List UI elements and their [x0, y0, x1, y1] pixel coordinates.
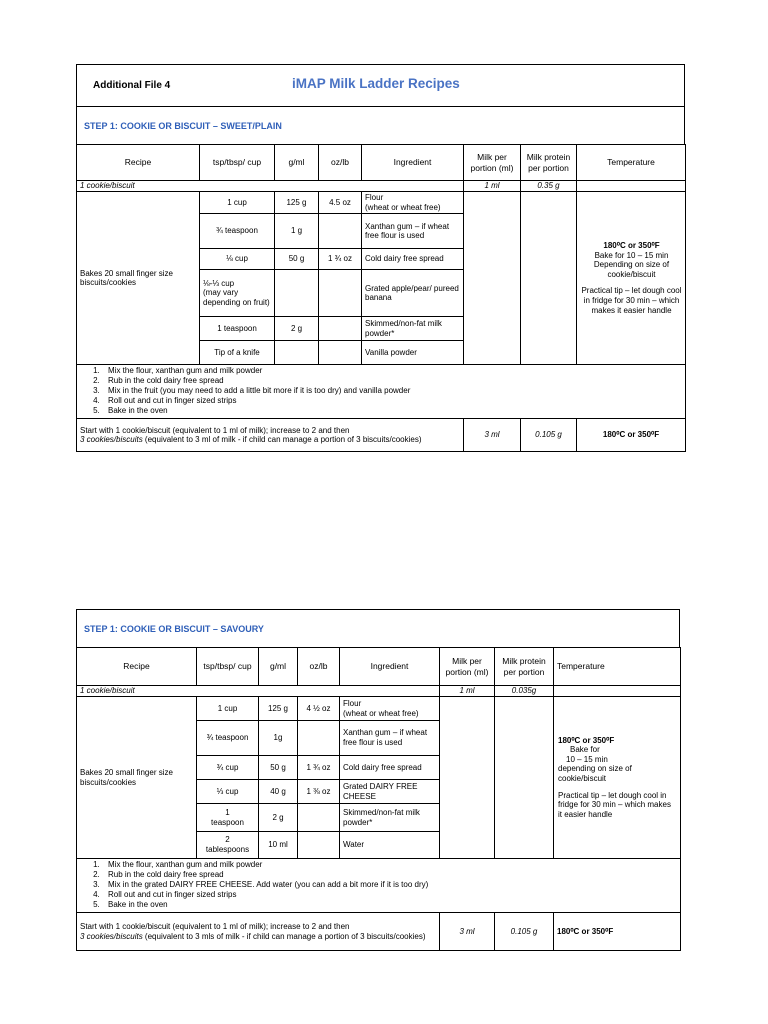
recipe-description: Bakes 20 small finger size biscuits/cookies [77, 192, 200, 365]
portion-label: 1 cookie/biscuit [77, 181, 464, 192]
list-item: 4. Roll out and cut in finger sized strips [102, 396, 682, 406]
list-item: 3. Mix in the fruit (you may need to add a little bit more if it is too dry) and vanilla powder [102, 386, 682, 396]
header-milk-protein: Milk protein per portion [495, 648, 554, 686]
list-item: 5. Bake in the oven [102, 406, 682, 416]
ingredient-gml: 125 g [275, 192, 319, 214]
ingredient-measure: ⅓ cup [197, 780, 259, 804]
ladder-portion-ital: 3 cookies/biscuits [80, 435, 143, 445]
list-item: 2. Rub in the cold dairy free spread [102, 870, 677, 880]
portion-label: 1 cookie/biscuit [77, 686, 440, 697]
ingredient-gml: 1g [259, 721, 298, 756]
method-list [80, 366, 682, 416]
recipe-sheet-sweet [76, 64, 685, 452]
list-item: 4. Roll out and cut in finger sized strips [102, 890, 677, 900]
ingredient-gml: 2 g [259, 804, 298, 832]
recipe-sheet-savoury [76, 609, 680, 951]
milk-protein-empty [495, 697, 554, 859]
portion-row [77, 181, 686, 192]
step-header [76, 609, 680, 648]
milk-protein-empty [521, 192, 577, 365]
ladder-row [77, 419, 686, 452]
ingredient-name: Flour (wheat or wheat free) [340, 697, 440, 721]
ingredient-gml: 10 ml [259, 832, 298, 859]
ingredient-measure: ¾ teaspoon [197, 721, 259, 756]
header-gml: g/ml [259, 648, 298, 686]
ladder-temp: 180⁰C or 350⁰F [554, 913, 681, 951]
header-measure: tsp/tbsp/ cup [197, 648, 259, 686]
ingredient-measure: ¾ teaspoon [200, 214, 275, 249]
ingredient-ozlb: 4.5 oz [319, 192, 362, 214]
method-cell [77, 365, 686, 419]
ladder-temp: 180⁰C or 350⁰F [577, 419, 686, 452]
portion-row [77, 686, 681, 697]
ingredient-measure: Tip of a knife [200, 341, 275, 365]
ingredient-gml: 50 g [275, 249, 319, 270]
ingredient-name: Grated DAIRY FREE CHEESE [340, 780, 440, 804]
ingredient-name: Grated apple/pear/ pureed banana [362, 270, 464, 317]
portion-temp-empty [577, 181, 686, 192]
temperature-cell [577, 192, 686, 365]
header-temperature: Temperature [554, 648, 681, 686]
ingredient-ozlb: 1 ⅜ oz [298, 780, 340, 804]
ingredient-ozlb [319, 270, 362, 317]
ingredient-name: Skimmed/non-fat milk powder* [362, 317, 464, 341]
milk-portion-empty [440, 697, 495, 859]
ingredient-gml [275, 270, 319, 317]
practical-tip: Practical tip – let dough cool in fridge for 30 min – which makes it easier handle [558, 790, 671, 819]
method-row [77, 859, 681, 913]
step-title: STEP 1: COOKIE OR BISCUIT – SWEET/PLAIN [84, 120, 282, 131]
recipe-description: Bakes 20 small finger size biscuits/cookies [77, 697, 197, 859]
ingredient-gml [275, 341, 319, 365]
ingredient-name: Cold dairy free spread [340, 756, 440, 780]
table-row [77, 697, 681, 721]
file-header [76, 64, 685, 107]
temp-line: Bake for [570, 745, 600, 755]
list-item: 1. Mix the flour, xanthan gum and milk powder [102, 366, 682, 376]
temp-line: 10 – 15 min [566, 754, 608, 764]
ladder-line-rest: (equivalent to 3 mls of milk - if child can manage a portion of 3 biscuits/cookies) [142, 931, 426, 941]
ingredient-name: Vanilla powder [362, 341, 464, 365]
method-cell [77, 859, 681, 913]
header-ozlb: oz/lb [319, 145, 362, 181]
table-row [77, 192, 686, 214]
ingredient-ozlb: 1 ¾ oz [298, 756, 340, 780]
ladder-row [77, 913, 681, 951]
ingredient-measure: ¾ cup [197, 756, 259, 780]
header-recipe: Recipe [77, 145, 200, 181]
step-header [76, 107, 685, 145]
ladder-line: Start with 1 cookie/biscuit (equivalent to 1 ml of milk); increase to 2 and then [80, 921, 350, 931]
page-title: iMAP Milk Ladder Recipes [292, 76, 460, 91]
portion-temp-empty [554, 686, 681, 697]
ingredient-name: Xanthan gum – if wheat free flour is used [362, 214, 464, 249]
ingredient-ozlb [319, 317, 362, 341]
ladder-instruction [77, 419, 464, 452]
recipe-table [76, 647, 681, 951]
header-temperature: Temperature [577, 145, 686, 181]
ingredient-gml: 2 g [275, 317, 319, 341]
ladder-milk: 3 ml [464, 419, 521, 452]
ingredient-ozlb: 1 ¾ oz [319, 249, 362, 270]
table-header-row [77, 648, 681, 686]
header-gml: g/ml [275, 145, 319, 181]
ingredient-gml: 50 g [259, 756, 298, 780]
ingredient-measure: ⅛ cup [200, 249, 275, 270]
ingredient-name: Flour (wheat or wheat free) [362, 192, 464, 214]
ingredient-ozlb [319, 341, 362, 365]
ingredient-ozlb [298, 832, 340, 859]
header-milk-portion: Milk per portion (ml) [464, 145, 521, 181]
ingredient-ozlb [298, 804, 340, 832]
milk-portion-empty [464, 192, 521, 365]
ladder-protein: 0.105 g [521, 419, 577, 452]
practical-tip: Practical tip – let dough cool in fridge for 30 min – which makes it easier handle [581, 286, 682, 315]
header-recipe: Recipe [77, 648, 197, 686]
header-ingredient: Ingredient [340, 648, 440, 686]
header-milk-protein: Milk protein per portion [521, 145, 577, 181]
ingredient-gml: 125 g [259, 697, 298, 721]
temperature-cell [554, 697, 681, 859]
temp-line: Bake for 10 – 15 min [594, 250, 669, 260]
ladder-instruction [77, 913, 440, 951]
list-item: 3. Mix in the grated DAIRY FREE CHEESE. Add water (you can add a bit more if it is too dry) [102, 880, 677, 890]
header-ingredient: Ingredient [362, 145, 464, 181]
ingredient-name: Xanthan gum – if wheat free flour is used [340, 721, 440, 756]
ingredient-measure: 2 tablespoons [197, 832, 259, 859]
header-measure: tsp/tbsp/ cup [200, 145, 275, 181]
ingredient-measure: 1 cup [197, 697, 259, 721]
temp-line: Depending on size of cookie/biscuit [593, 260, 670, 279]
additional-file-label: Additional File 4 [93, 80, 171, 91]
ladder-protein: 0.105 g [495, 913, 554, 951]
ingredient-measure: ⅛-⅓ cup (may vary depending on fruit) [200, 270, 275, 317]
temp-line: 180⁰C or 350⁰F [558, 735, 615, 745]
temp-line: 180⁰C or 350⁰F [603, 241, 660, 251]
list-item: 5. Bake in the oven [102, 900, 677, 910]
method-row [77, 365, 686, 419]
ingredient-name: Cold dairy free spread [362, 249, 464, 270]
ingredient-measure: 1 teaspoon [197, 804, 259, 832]
ingredient-ozlb [319, 214, 362, 249]
list-item: 1. Mix the flour, xanthan gum and milk powder [102, 860, 677, 870]
portion-milk: 1 ml [440, 686, 495, 697]
ladder-line-rest: (equivalent to 3 ml of milk - if child can manage a portion of 3 biscuits/cookies) [142, 435, 422, 445]
method-list [80, 860, 677, 910]
portion-protein: 0.35 g [521, 181, 577, 192]
header-milk-portion: Milk per portion (ml) [440, 648, 495, 686]
table-header-row [77, 145, 686, 181]
ingredient-gml: 1 g [275, 214, 319, 249]
ingredient-name: Skimmed/non-fat milk powder* [340, 804, 440, 832]
ingredient-gml: 40 g [259, 780, 298, 804]
ladder-portion-ital: 3 cookies/biscuits [80, 931, 143, 941]
ladder-line: Start with 1 cookie/biscuit (equivalent to 1 ml of milk); increase to 2 and then [80, 425, 350, 435]
recipe-table [76, 144, 686, 452]
temp-line: depending on size of cookie/biscuit [558, 764, 632, 783]
ingredient-measure: 1 teaspoon [200, 317, 275, 341]
ingredient-ozlb [298, 721, 340, 756]
portion-protein: 0.035g [495, 686, 554, 697]
step-title: STEP 1: COOKIE OR BISCUIT – SAVOURY [84, 623, 264, 634]
list-item: 2. Rub in the cold dairy free spread [102, 376, 682, 386]
ladder-milk: 3 ml [440, 913, 495, 951]
ingredient-ozlb: 4 ½ oz [298, 697, 340, 721]
header-ozlb: oz/lb [298, 648, 340, 686]
ingredient-name: Water [340, 832, 440, 859]
ingredient-measure: 1 cup [200, 192, 275, 214]
portion-milk: 1 ml [464, 181, 521, 192]
